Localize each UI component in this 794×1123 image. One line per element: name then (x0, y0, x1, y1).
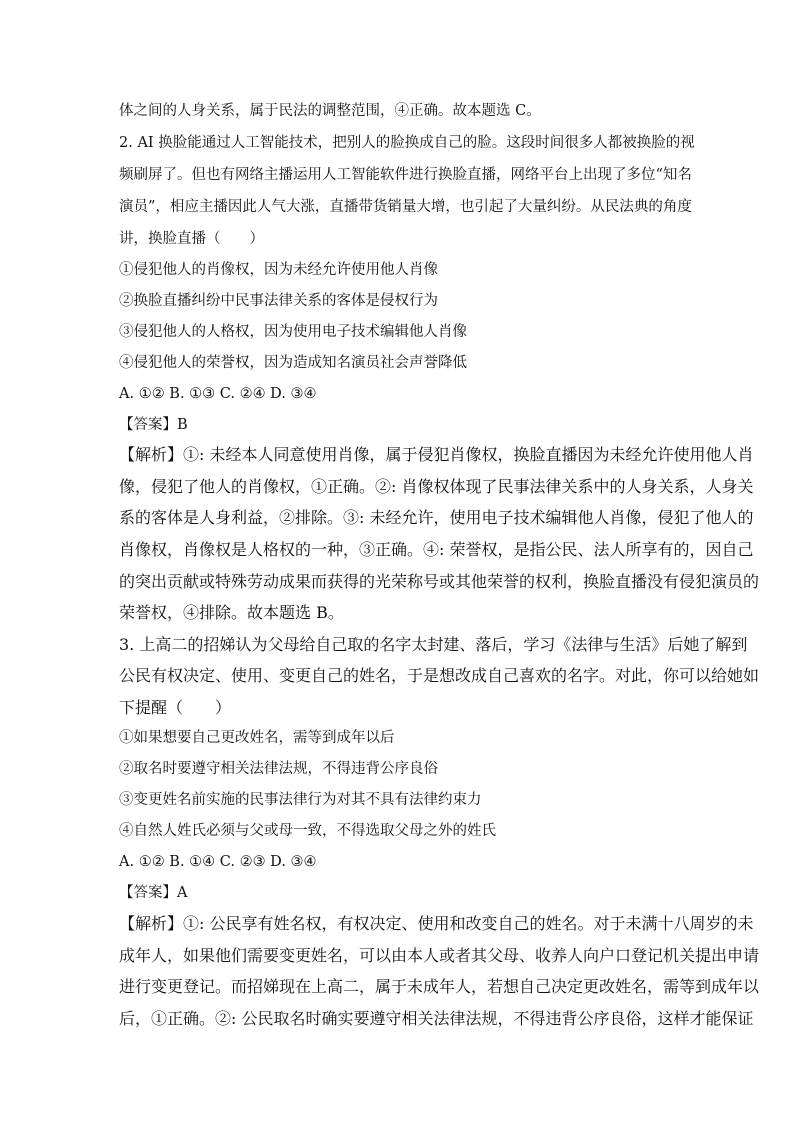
question-3-analysis: 【解析】①: 公民享有姓名权，有权决定、使用和改变自己的姓名。对于未满十八周岁的未 (119, 914, 754, 933)
question-2-answer: 【答案】B (119, 417, 188, 433)
question-2-stem: 讲，换脸直播（ ） (119, 231, 264, 247)
question-3-statement-2: ②取名时要遵守相关法律法规，不得违背公序良俗 (119, 761, 438, 777)
question-3-answer: 【答案】A (119, 885, 188, 901)
question-2-stem: 2. AI 换脸能通过人工智能技术，把别人的脸换成自己的脸。这段时间很多人都被换脸的视 (119, 135, 695, 151)
question-2-analysis: 【解析】①: 未经本人同意使用肖像，属于侵犯肖像权，换脸直播因为未经允许使用他人肖 (119, 445, 754, 464)
question-3-statement-3: ③变更姓名前实施的民事法律行为对其不具有法律约束力 (119, 792, 482, 808)
question-2-analysis: 像，侵犯了他人的肖像权，①正确。②: 肖像权体现了民事法律关系中的人身关系，人身关 (119, 477, 754, 496)
question-3-statement-4: ④自然人姓氏必须与父或母一致，不得选取父母之外的姓氏 (119, 823, 496, 839)
question-3-analysis: 进行变更登记。而招娣现在上高二，属于未成年人，若想自己决定更改姓名，需等到成年以 (119, 977, 760, 996)
question-2-statement-3: ③侵犯他人的人格权，因为使用电子技术编辑他人肖像 (119, 324, 467, 340)
question-3-statement-1: ①如果想要自己更改姓名，需等到成年以后 (119, 730, 395, 746)
question-2-statement-2: ②换脸直播纠纷中民事法律关系的客体是侵权行为 (119, 293, 438, 309)
question-3-analysis: 成年人，如果他们需要变更姓名，可以由本人或者其父母、收养人向户口登记机关提出申请 (119, 946, 760, 965)
question-3-stem: 公民有权决定、使用、变更自己的姓名，于是想改成自己喜欢的名字。对此，你可以给她如 (119, 666, 760, 685)
question-2-statement-1: ①侵犯他人的肖像权，因为未经允许使用他人肖像 (119, 262, 438, 278)
question-2-analysis: 肖像权，肖像权是人格权的一种，③正确。④: 荣誉权，是指公民、法人所享有的，因自己 (119, 540, 754, 559)
question-2-analysis: 的突出贡献或特殊劳动成果而获得的光荣称号或其他荣誉的权利，换脸直播没有侵犯演员的 (119, 572, 760, 591)
question-2-stem: 演员”，相应主播因此人气大涨，直播带货销量大增，也引起了大量纠纷。从民法典的角度 (119, 199, 692, 215)
question-2-analysis: 荣誉权，④排除。故本题选 B。 (119, 603, 344, 622)
text-line: 体之间的人身关系，属于民法的调整范围，④正确。故本题选 C。 (119, 103, 541, 119)
question-3-options: A. ①② B. ①④ C. ②③ D. ③④ (119, 854, 317, 870)
question-2-stem: 频刷屏了。但也有网络主播运用人工智能软件进行换脸直播，网络平台上出现了多位“知名 (119, 167, 692, 183)
question-2-options: A. ①② B. ①③ C. ②④ D. ③④ (119, 386, 317, 402)
question-2-analysis: 系的客体是人身利益，②排除。③: 未经允许，使用电子技术编辑他人肖像，侵犯了他人的 (119, 508, 754, 527)
question-2-statement-4: ④侵犯他人的荣誉权，因为造成知名演员社会声誉降低 (119, 355, 467, 371)
question-3-stem: 3. 上高二的招娣认为父母给自己取的名字太封建、落后，学习《法律与生活》后她了解到 (119, 635, 748, 654)
question-3-stem: 下提醒（ ） (119, 698, 232, 717)
question-3-analysis: 后，①正确。②: 公民取名时确实要遵守相关法律法规，不得违背公序良俗，这样才能保证 (119, 1009, 754, 1028)
